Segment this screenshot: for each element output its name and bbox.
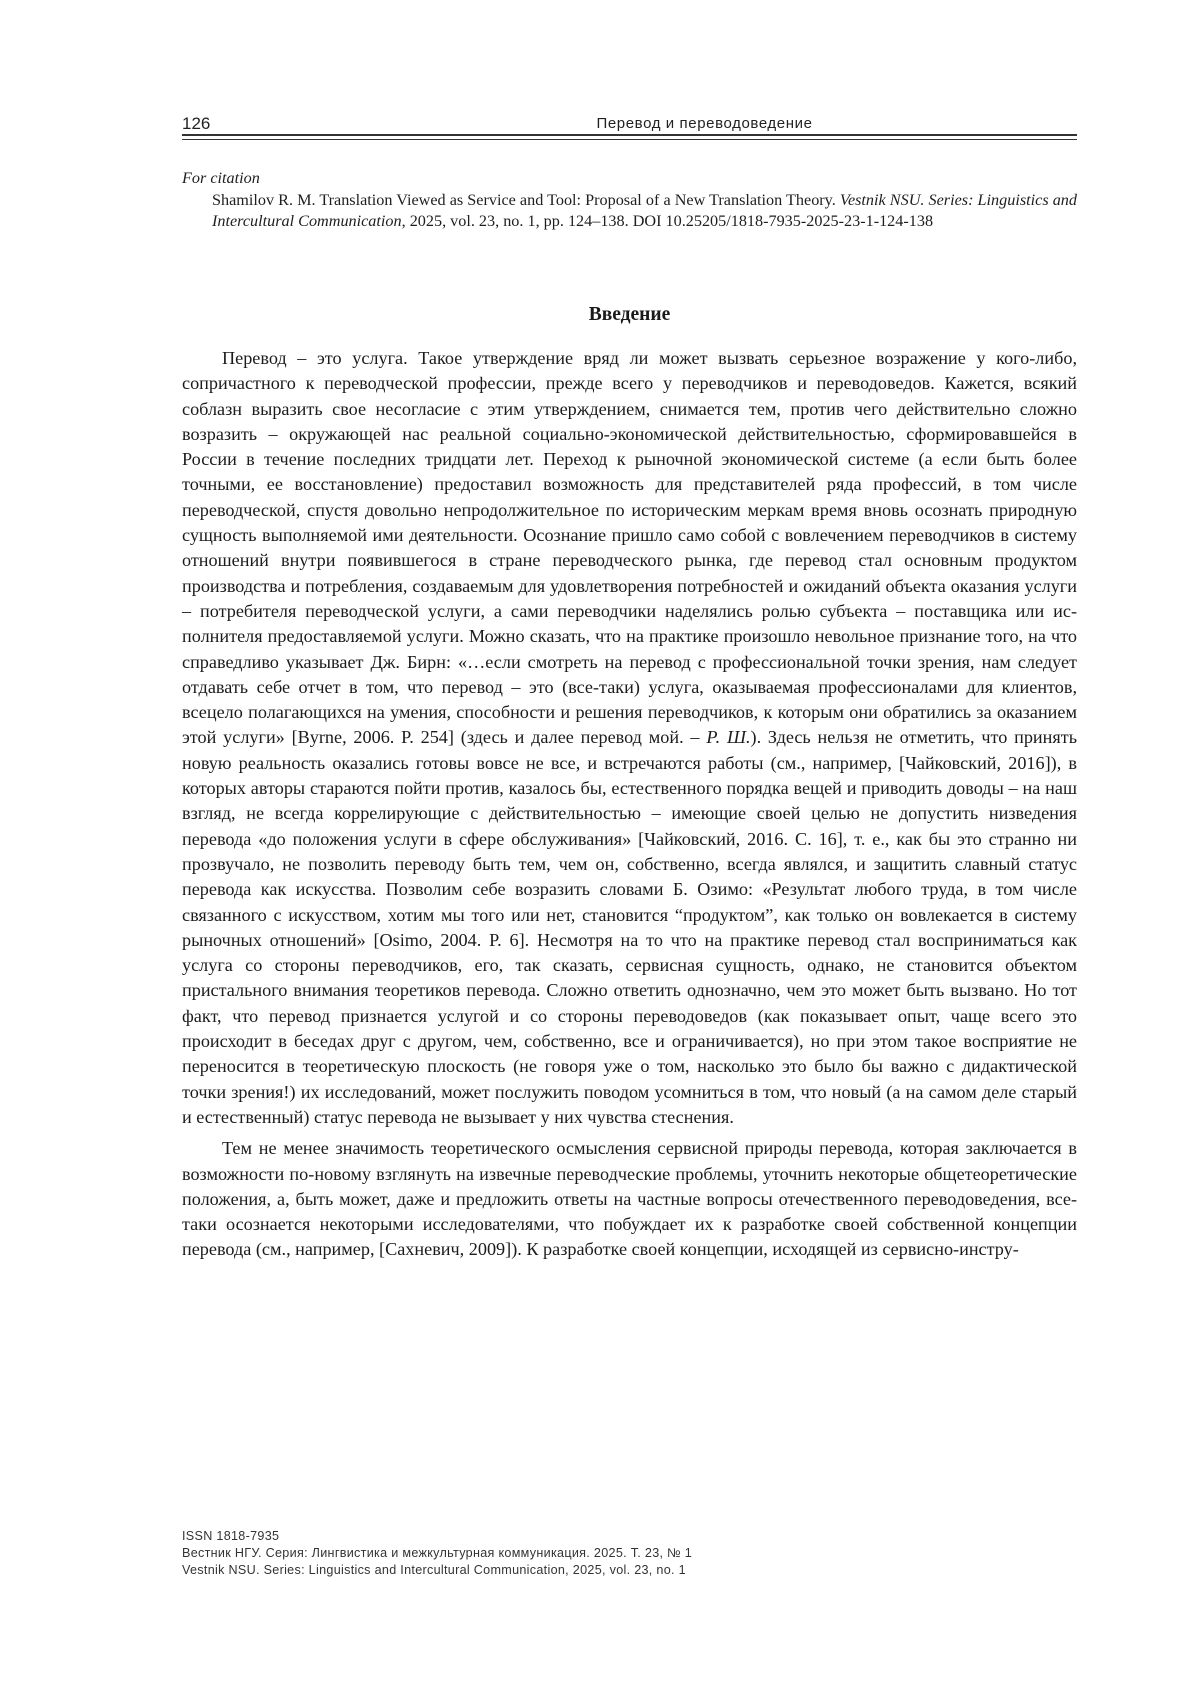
page-number: 126: [182, 114, 210, 134]
article-body: [182, 346, 1077, 1263]
footer-journal-ru: Вестник НГУ. Серия: Лингвистика и межкультурная коммуникация. 2025. Т. 23, № 1: [182, 1545, 882, 1562]
citation-block: [182, 168, 1077, 233]
running-header: [182, 108, 1077, 142]
running-section-title: Перевод и переводоведение: [182, 115, 1077, 132]
header-rule-thin: [182, 139, 1077, 140]
paragraph-1: [182, 346, 1077, 1130]
citation-details: , 2025, vol. 23, no. 1, pp. 124–138. DOI 10.25205/1818-7935-2025-23-1-124-138: [402, 212, 933, 230]
paragraph-1-part-a: Перевод – это услуга. Такое утверждение вряд ли может вызвать серьезное возражение у кого-либо, сопричастного к переводческой профессии, прежде всего у переводчиков и пе­реводоведов. Кажется, всякий соблазн выразить свое несогласие с этим утверждением, сни­мается тем, против чего действительно сложно возразить – окружающей нас реальной соци­ально-экономической действительностью, сформировавшейся в России в течение последних тридцати лет. Переход к рыночной экономической системе (а если быть более точными, ее восстановление) предоставил возможность для представителей ряда профессий, в том чис­ле переводческой, спустя довольно непродолжительное по историческим меркам время вновь осознать природную сущность выполняемой ими деятельности. Осознание пришло само со­бой с вовлечением переводчиков в систему отношений внутри появившегося в стране пере­водческого рынка, где перевод стал основным продуктом производства и потребления, созда­ваемым для удовлетворения потребностей и ожиданий объекта оказания услуги – потребителя переводческой услуги, а сами переводчики наделялись ролью субъекта – поставщика или ис­полнителя предоставляемой услуги. Можно сказать, что на практике произошло невольное признание того, на что справедливо указывает Дж. Бирн: «…если смотреть на перевод с про­фессиональной точки зрения, нам следует отдавать себе отчет в том, что перевод – это (все-та­ки) услуга, оказываемая профессионалами для клиентов, всецело полагающихся на умения, способности и решения переводчиков, к которым они обратились за оказанием этой услуги» [Byrne, 2006. P. 254] (здесь и далее перевод мой. –: [182, 348, 1077, 747]
citation-label: For citation: [182, 168, 1077, 190]
journal-page: [0, 0, 1200, 1697]
footer-journal-en: Vestnik NSU. Series: Linguistics and Intercultural Communication, 2025, vol. 23, no. 1: [182, 1562, 882, 1579]
page-footer: [182, 1528, 882, 1579]
citation-authors: Shamilov R. M. Translation Viewed as Service and Tool: Proposal of a New Translation Theory.: [212, 191, 836, 209]
author-initials: Р. Ш.: [706, 727, 750, 747]
citation-journal: Vestnik NSU. Series: Linguistics and Intercultural Communication: [212, 191, 1077, 231]
paragraph-1-part-b: ). Здесь нельзя не отметить, что при­нять новую реальность оказались готовы вовсе не все, и встречаются работы (см., например, [Чайковский, 2016]), в которых авторы стараются пойти против, казалось бы, естественного порядка вещей и приводить доводы – на наш взгляд, не всегда коррелирующие с действитель­ностью – имеющие своей целью не допустить низведения перевода «до положения услуги в сфере обслуживания» [Чайковский, 2016. С. 16], т. е., как бы это странно ни прозвучало, не позволить переводу быть тем, чем он, собственно, всегда являлся, и защитить славный ста­тус перевода как искусства. Позволим себе возразить словами Б. Озимо: «Результат любого труда, в том числе связанного с искусством, хотим мы того или нет, становится “продуктом”, как только он вовлекается в систему рыночных отношений» [Osimo, 2004. P. 6]. Несмотря на то что на практике перевод стал восприниматься как услуга со стороны переводчиков, его, так сказать, сервисная сущность, однако, не становится объектом пристального внимания те­оретиков перевода. Сложно ответить однозначно, чем это может быть вызвано. Но тот факт, что перевод признается услугой и со стороны переводоведов (как показывает опыт, чаще всего это происходит в беседах друг с другом, чем, собственно, все и ограничивается), но при этом такое восприятие не переносится в теоретическую плоскость (не говоря уже о том, насколько это было бы важно с дидактической точки зрения!) их исследований, может послужить пово­дом усомниться в том, что новый (а на самом деле старый и естественный) статус перевода не вызывает у них чувства стеснения.: [182, 727, 1077, 1126]
header-rule: [182, 134, 1077, 136]
citation-text: [182, 190, 1077, 233]
footer-issn: ISSN 1818-7935: [182, 1528, 882, 1545]
section-heading: Введение: [182, 304, 1077, 326]
paragraph-2: Тем не менее значимость теоретического осмысления сервисной природы перевода, ко­торая заключается в возможности по-новому взглянуть на извечные переводческие пробле­мы, уточнить некоторые общетеоретические положения, а, быть может, даже и предложить ответы на частные вопросы отечественного переводоведения, все-таки осознается некоторыми исследователями, что побуждает их к разработке своей собственной концепции перевода (см., например, [Сахневич, 2009]). К разработке своей концепции, исходящей из сервисно-инстру-: [182, 1136, 1077, 1262]
